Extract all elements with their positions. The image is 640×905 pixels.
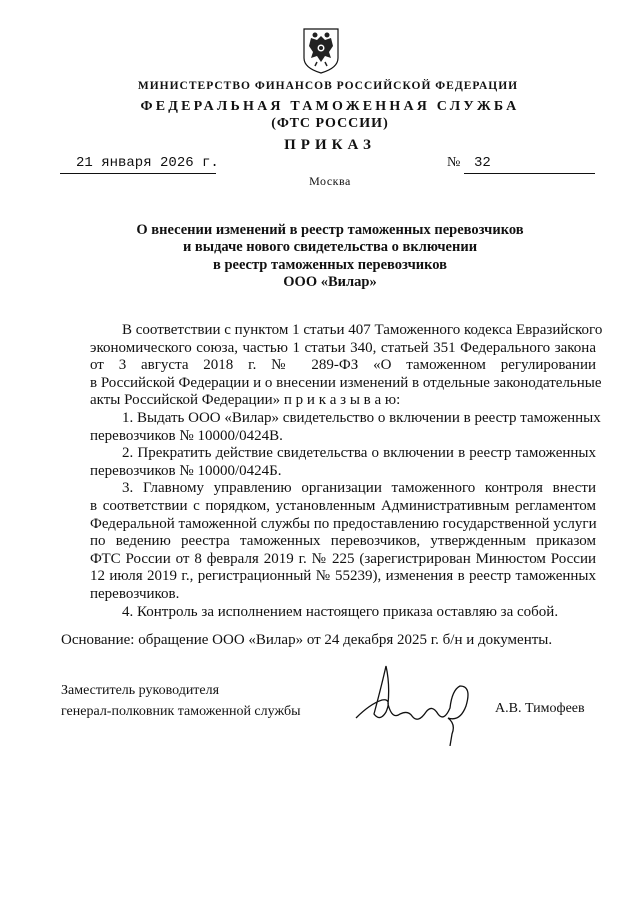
text-line: по ведению реестра таможенных перевозчиков, утвержденным приказом (90, 533, 596, 550)
city: Москва (309, 174, 351, 188)
document-body (90, 322, 603, 621)
text-line: экономического союза, частью 1 статьи 340, статьей 351 Федерального закона (90, 339, 596, 356)
text-line: в Российской Федерации и о внесении изменений в отдельные законодательные (90, 374, 602, 391)
title-line: О внесении изменений в реестр таможенных перевозчиков (136, 222, 524, 238)
document-title (10, 222, 640, 292)
signatory-name: А.В. Тимофеев (495, 701, 585, 716)
text-line: в соответствии с порядком, установленным Административным регламентом (90, 497, 596, 514)
signatory-position (61, 680, 300, 722)
agency-short-name: (ФТС РОССИИ) (271, 116, 389, 131)
position-line: Заместитель руководителя (61, 683, 220, 698)
text-line: от 3 августа 2018 г. № 289-ФЗ «О таможенном регулировании (90, 357, 596, 374)
agency-name: ФЕДЕРАЛЬНАЯ ТАМОЖЕННАЯ СЛУЖБА (140, 99, 520, 114)
order-item-3 (90, 480, 596, 603)
document-date: 21 января 2026 г. (76, 155, 219, 171)
text-line: В соответствии с пунктом 1 статьи 407 Таможенного кодекса Евразийского (122, 322, 603, 338)
number-sign: № (447, 155, 461, 170)
text-line: 12 июля 2019 г., регистрационный № 55239), изменения в реестр таможенных (90, 568, 596, 585)
ministry-name: МИНИСТЕРСТВО ФИНАНСОВ РОССИЙСКОЙ ФЕДЕРАЦИИ (137, 80, 519, 92)
order-item-2 (90, 445, 596, 480)
text-line: 1. Выдать ООО «Вилар» свидетельство о включении в реестр таможенных (122, 409, 601, 426)
text-line: акты Российской Федерации» п р и к а з ы в а ю: (90, 392, 401, 409)
order-item-1 (90, 409, 601, 445)
title-line: и выдаче нового свидетельства о включении (182, 239, 478, 256)
basis-note: Основание: обращение ООО «Вилар» от 24 декабря 2025 г. б/н и документы. (61, 632, 553, 648)
text-line: перевозчиков. (90, 585, 180, 602)
document-type: ПРИКАЗ (284, 137, 376, 153)
text-line: 2. Прекратить действие свидетельства о включении в реестр таможенных (122, 445, 596, 462)
text-line: перевозчиков № 10000/0424Б. (90, 462, 282, 479)
text-line: ФТС России от 8 февраля 2019 г. № 225 (зарегистрирован Минюстом России (90, 550, 596, 567)
order-item-4 (90, 604, 596, 622)
text-line: 3. Главному управлению организации таможенного контроля внести (122, 480, 596, 497)
coat-of-arms-emblem (303, 28, 339, 74)
preamble-paragraph (90, 322, 603, 410)
title-line: в реестр таможенных перевозчиков (212, 256, 447, 273)
document-number: 32 (474, 155, 491, 171)
title-line: ООО «Вилар» (283, 274, 377, 291)
text-line: 4. Контроль за исполнением настоящего приказа оставляю за собой. (122, 603, 559, 620)
text-line: Федеральной таможенной службы по предоставлению государственной услуги (90, 515, 597, 532)
handwritten-signature (352, 664, 477, 746)
position-line: генерал-полковник таможенной службы (61, 704, 301, 719)
text-line: перевозчиков № 10000/0424В. (90, 427, 283, 444)
